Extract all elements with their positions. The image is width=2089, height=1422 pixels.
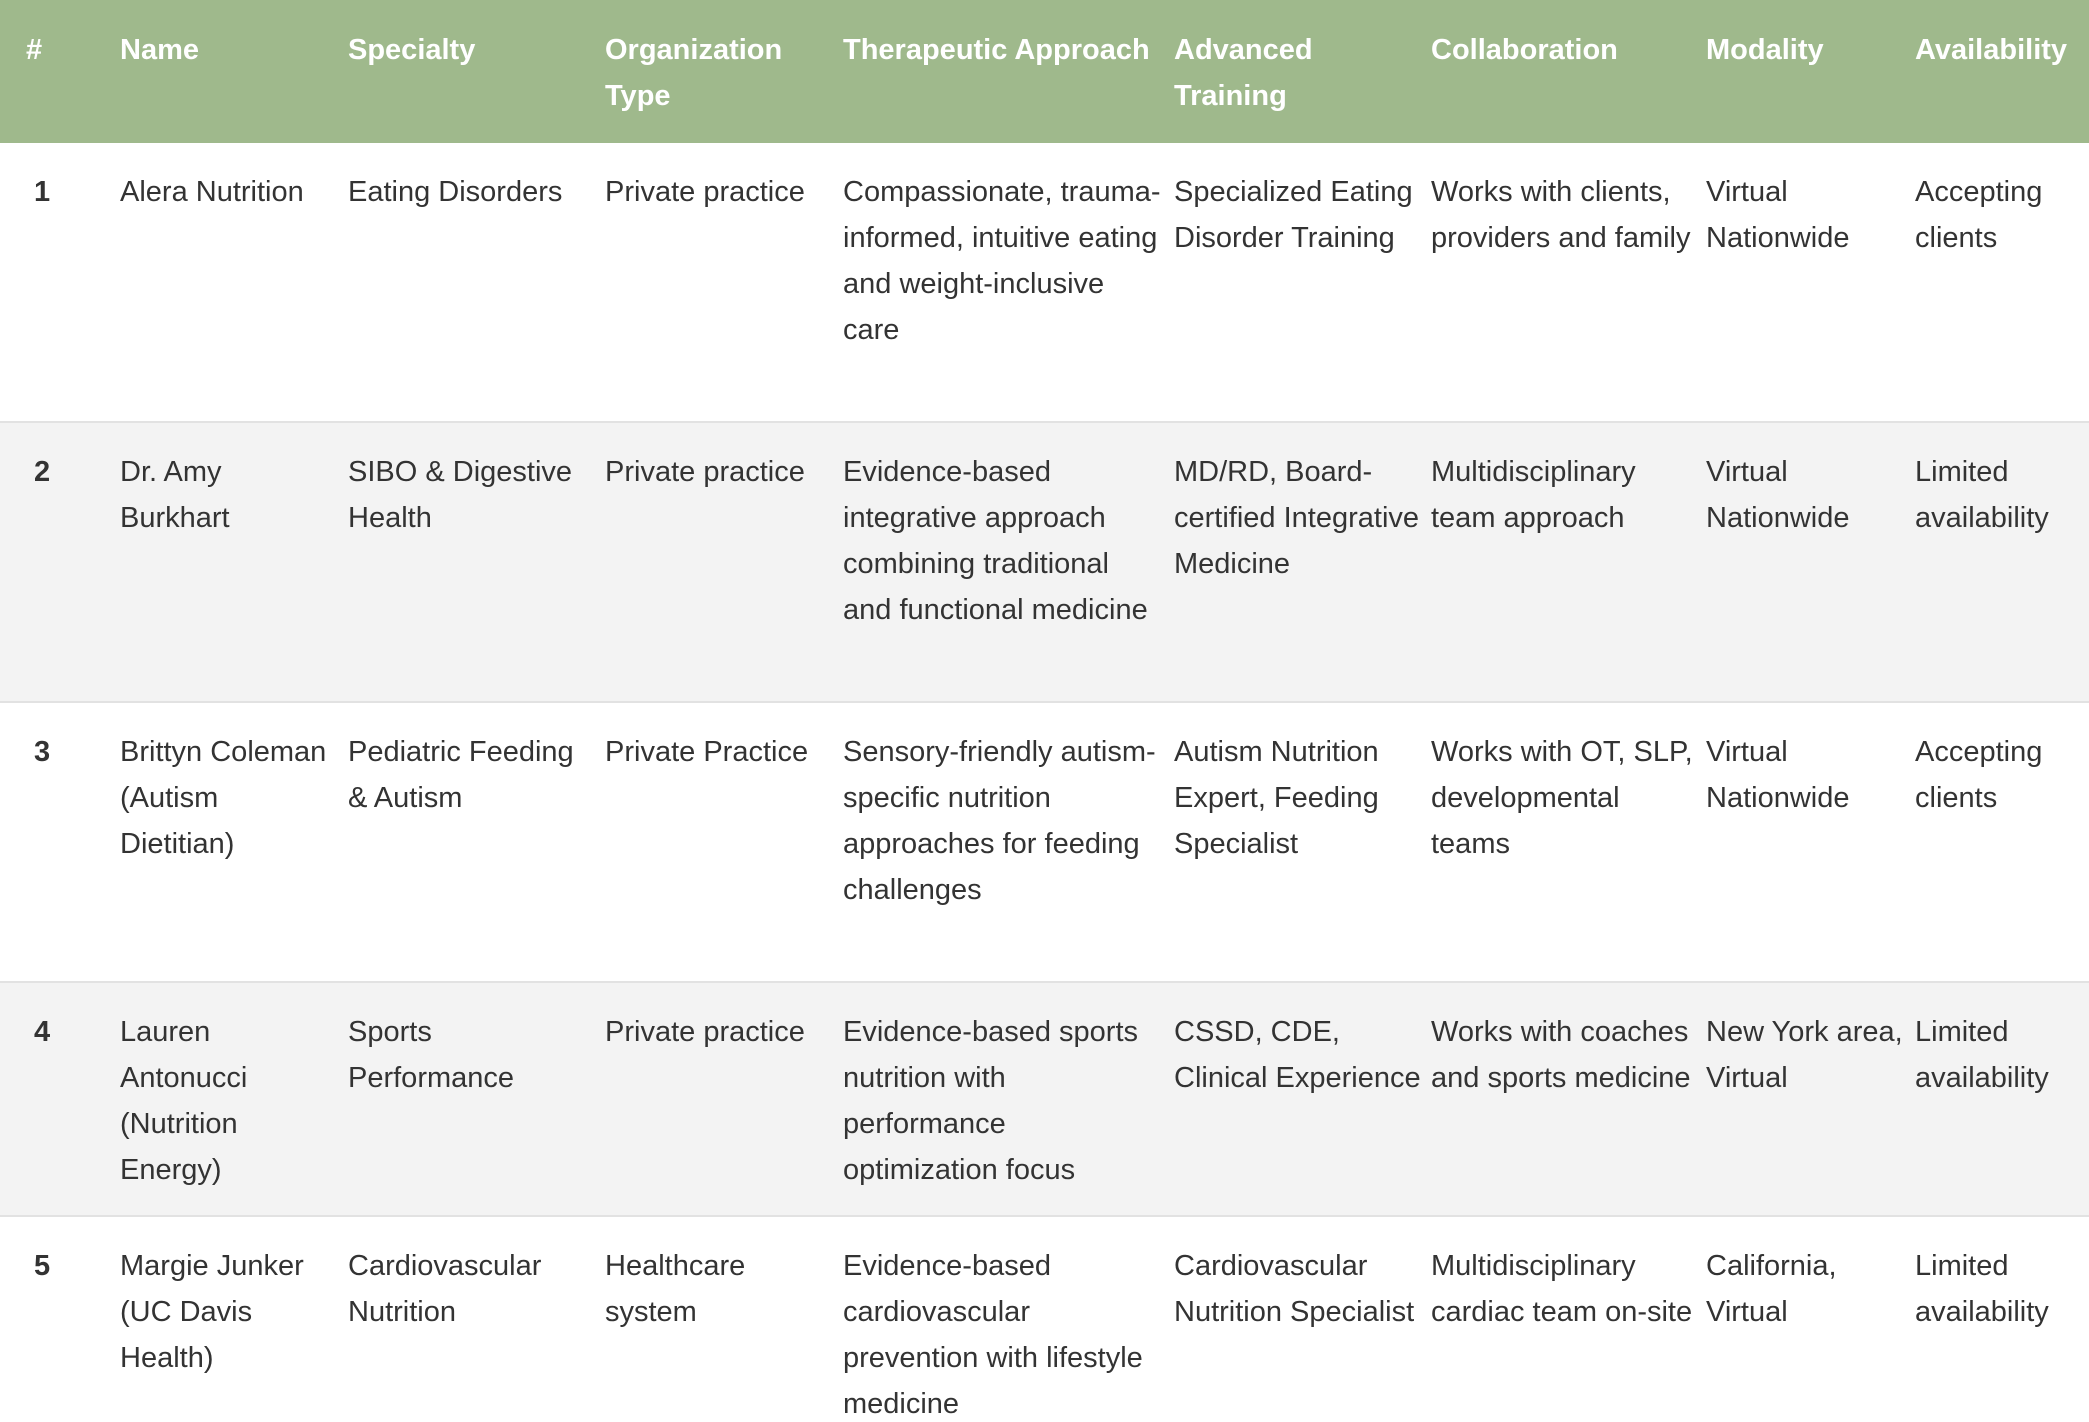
cell-therapeutic-approach: Evidence-based cardiovascular prevention with lifestyle medicine <box>843 1250 1143 1420</box>
table-row <box>0 422 2089 702</box>
cell-organization-type: Private practice <box>605 1016 805 1048</box>
header-name: Name <box>120 34 199 66</box>
cell-name: Lauren Antonucci (Nutrition Energy) <box>120 1016 248 1186</box>
cell-therapeutic-approach: Sensory-friendly autism-specific nutrition approaches for feeding challenges <box>843 736 1156 906</box>
cell-modality: California, Virtual <box>1706 1250 1837 1328</box>
cell-modality: Virtual Nationwide <box>1706 456 1850 534</box>
header-index: # <box>26 34 43 66</box>
cell-availability: Limited availability <box>1915 1016 2049 1094</box>
cell-therapeutic-approach: Evidence-based integrative approach combining traditional and functional medicine <box>843 456 1148 626</box>
cell-index: 4 <box>34 1016 51 1048</box>
cell-organization-type: Private Practice <box>605 736 809 768</box>
cell-advanced-training: MD/RD, Board-certified Integrative Medicine <box>1174 456 1420 580</box>
cell-therapeutic-approach: Evidence-based sports nutrition with performance optimization focus <box>843 1016 1138 1186</box>
table-header <box>0 0 2089 143</box>
cell-collaboration: Works with OT, SLP, developmental teams <box>1431 736 1693 860</box>
cell-advanced-training: Specialized Eating Disorder Training <box>1174 176 1413 254</box>
cell-name: Margie Junker (UC Davis Health) <box>120 1250 304 1374</box>
table-row <box>0 982 2089 1216</box>
cell-availability: Accepting clients <box>1915 736 2043 814</box>
cell-index: 5 <box>34 1250 51 1282</box>
cell-collaboration: Works with coaches and sports medicine <box>1431 1016 1691 1094</box>
header-modality: Modality <box>1706 34 1824 66</box>
cell-collaboration: Multidisciplinary cardiac team on-site <box>1431 1250 1693 1328</box>
cell-organization-type: Private practice <box>605 176 805 208</box>
header-therapeutic-approach: Therapeutic Approach <box>843 34 1150 66</box>
cell-advanced-training: CSSD, CDE, Clinical Experience <box>1174 1016 1421 1094</box>
header-specialty: Specialty <box>348 34 476 66</box>
cell-advanced-training: Cardiovascular Nutrition Specialist <box>1174 1250 1415 1328</box>
cell-name: Dr. Amy Burkhart <box>120 456 230 534</box>
header-advanced-training: Advanced Training <box>1174 34 1313 112</box>
cell-index: 1 <box>34 176 51 208</box>
cell-specialty: Eating Disorders <box>348 176 563 208</box>
cell-index: 2 <box>34 456 51 488</box>
cell-availability: Limited availability <box>1915 456 2049 534</box>
header-collaboration: Collaboration <box>1431 34 1618 66</box>
cell-index: 3 <box>34 736 51 768</box>
cell-availability: Limited availability <box>1915 1250 2049 1328</box>
cell-modality: New York area, Virtual <box>1706 1016 1903 1094</box>
table-body <box>0 143 2089 1422</box>
cell-advanced-training: Autism Nutrition Expert, Feeding Specialist <box>1174 736 1379 860</box>
cell-therapeutic-approach: Compassionate, trauma-informed, intuitive eating and weight-inclusive care <box>843 176 1161 346</box>
cell-collaboration: Multidisciplinary team approach <box>1431 456 1636 534</box>
table-row <box>0 143 2089 422</box>
cell-specialty: Sports Performance <box>348 1016 515 1094</box>
table-row <box>0 702 2089 982</box>
cell-organization-type: Healthcare system <box>605 1250 746 1328</box>
cell-modality: Virtual Nationwide <box>1706 176 1850 254</box>
cell-name: Alera Nutrition <box>120 176 304 208</box>
table-row <box>0 1216 2089 1422</box>
cell-modality: Virtual Nationwide <box>1706 736 1850 814</box>
header-row <box>0 0 2089 143</box>
cell-name: Brittyn Coleman (Autism Dietitian) <box>120 736 327 860</box>
cell-collaboration: Works with clients, providers and family <box>1431 176 1691 254</box>
cell-specialty: Cardiovascular Nutrition <box>348 1250 542 1328</box>
header-organization-type: Organization Type <box>605 34 783 112</box>
cell-organization-type: Private practice <box>605 456 805 488</box>
cell-specialty: SIBO & Digestive Health <box>348 456 573 534</box>
cell-availability: Accepting clients <box>1915 176 2043 254</box>
header-availability: Availability <box>1915 34 2068 66</box>
cell-specialty: Pediatric Feeding & Autism <box>348 736 574 814</box>
